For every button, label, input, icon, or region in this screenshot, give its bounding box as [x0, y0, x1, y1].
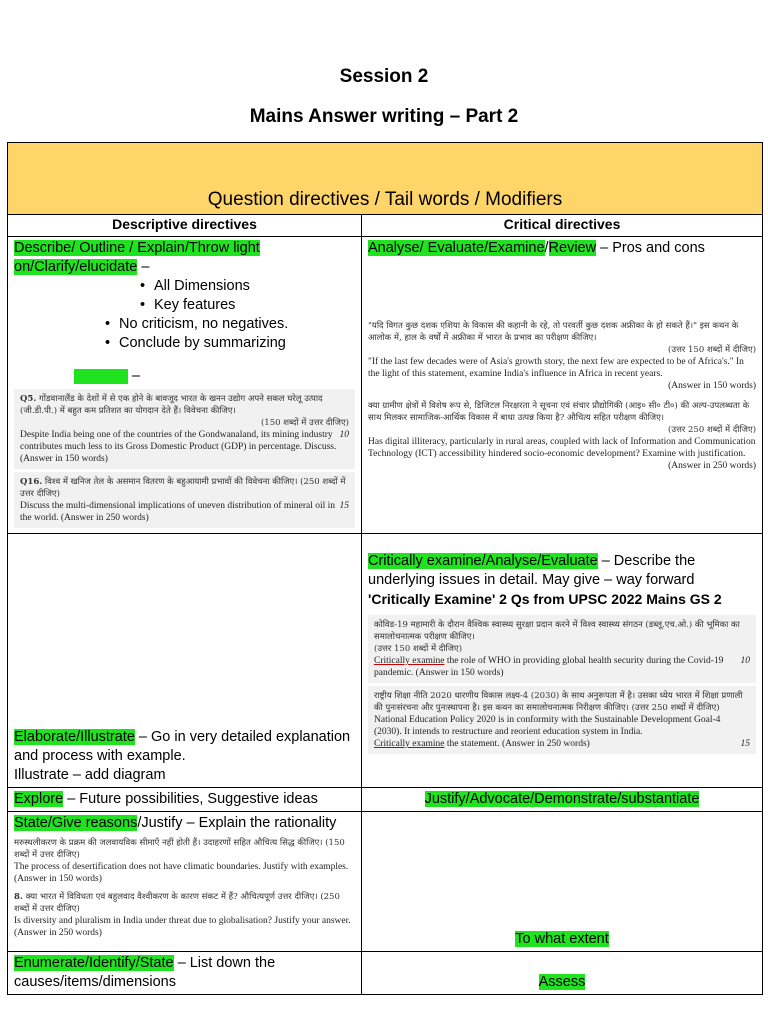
cq1-hindi-limit: (उत्तर 150 शब्दों में दीजिए)	[374, 644, 463, 654]
state-label: State/Give reasons	[14, 815, 138, 831]
question-asia-africa	[368, 320, 756, 392]
cell-describe	[8, 237, 362, 534]
qb-limit: (Answer in 250 words)	[668, 461, 757, 471]
cq1-english-a: Critically examine	[374, 656, 445, 666]
describe-suffix: –	[137, 259, 150, 275]
describe-inner-bullets	[14, 277, 355, 315]
review-label: Review	[548, 240, 597, 256]
qb-english: Has digital illiteracy, particularly in rural areas, coupled with lack of Information and Communication Technology (ICT) accessibility hindered socio-economic development? Examine with justification.	[368, 437, 756, 459]
bullet-item: • All Dimensions	[154, 277, 355, 296]
cq1-marks: 10	[740, 656, 751, 666]
enumerate-suffix: – List down the causes/items/dimensions	[14, 955, 276, 990]
cell-assess	[362, 952, 763, 995]
explore-label: Explore	[14, 791, 64, 807]
qa-limit: (Answer in 150 words)	[668, 381, 757, 391]
q16-number: Q16.	[20, 477, 43, 487]
critically-bold: 'Critically Examine' 2 Qs from UPSC 2022 Mains GS 2	[368, 591, 722, 607]
cell-to-what-extent	[362, 812, 763, 952]
critically-suffix: – Describe the underlying issues in detail. May give – way forward	[368, 553, 696, 588]
question-desertification	[14, 837, 355, 885]
bullet-item: • Conclude by summarizing	[119, 334, 355, 353]
header-descriptive: Descriptive directives	[8, 215, 362, 237]
header-critical: Critical directives	[362, 215, 763, 237]
qa-english: "If the last few decades were of Asia's growth story, the next few are expected to be of Africa's." In the light of this statement, examine India's influence in Africa in recent years.	[368, 357, 744, 379]
bullet-item: • No criticism, no negatives.	[119, 315, 355, 334]
sqb-number: 8.	[14, 892, 23, 902]
to-what-extent-label: To what extent	[515, 931, 609, 947]
q5-hindi-limit: (150 शब्दों में उत्तर दीजिए)	[260, 418, 349, 428]
question-q16	[14, 472, 355, 528]
page-subtitle: Mains Answer writing – Part 2	[249, 106, 519, 127]
cq2-marks: 15	[740, 739, 751, 749]
qa-hindi: "यदि विगत कुछ दशक एशिया के विकास की कहानी के रहे, तो परवर्ती कुछ दशक अफ्रीका के हो सकते हैं।" इस कथन के आलोक में, हाल के वर्षों में अफ्रीका में भारत के प्रभाव का परीक्षण कीजिए।	[368, 321, 739, 343]
banner-text: Question directives / Tail words / Modifiers	[207, 189, 563, 210]
q5-marks: 10	[339, 430, 349, 440]
cq1-english-b: the role of WHO in providing global health security during the Covid-19 pandemic. (Answer in 150 words)	[374, 656, 724, 678]
blank-highlight	[74, 369, 128, 384]
cell-enumerate	[8, 952, 362, 995]
question-nep	[368, 686, 756, 754]
question-digital-illiteracy	[368, 400, 756, 472]
sqa-english: The process of desertification does not have climatic boundaries. Justify with examples. (Answer in 150 words)	[14, 862, 349, 884]
question-q5	[14, 389, 355, 469]
elaborate-label: Elaborate/Illustrate	[14, 729, 135, 745]
cell-justify	[362, 788, 763, 812]
q16-hindi: विश्व में खनिज तेल के असमान वितरण के बहुआयामी प्रभावों की विवेचना कीजिए।	[44, 477, 298, 487]
cq1-hindi: कोविड-19 महामारी के दौरान वैश्विक स्वास्थ्य सुरक्षा प्रदान करने में विश्व स्वास्थ्य संगठन (डब्लू.एच.ओ.) की भूमिका का समालोचनात्मक परीक्षण कीजिए।	[374, 620, 740, 642]
analyse-suffix: – Pros and cons	[596, 240, 705, 256]
justify-label: Justify/Advocate/Demonstrate/substantiate	[424, 791, 700, 807]
q5-number: Q5.	[20, 394, 37, 404]
cq2-english: National Education Policy 2020 is in conformity with the Sustainable Development Goal-4 (2030). It intends to restructure and reorient education system in India.	[374, 715, 721, 737]
blank-dash: –	[132, 368, 141, 384]
cell-elaborate	[8, 534, 362, 788]
sqb-hindi: क्या भारत में विविधता एवं बहुलवाद वैश्वीकरण के कारण संकट में हैं? औचित्यपूर्ण उत्तर दीजिए। (250 शब्दों में उत्तर दीजिए)	[14, 892, 340, 914]
explore-suffix: – Future possibilities, Suggestive ideas	[63, 791, 318, 807]
cq2-english-b: the statement. (Answer in 250 words)	[444, 739, 590, 749]
banner-cell	[8, 143, 763, 215]
directives-table	[7, 142, 763, 995]
analyse-sep: /	[544, 240, 549, 256]
q5-english: Despite India being one of the countries of the Gondwanaland, its mining industry contributes much less to its Gross Domestic Product (GDP) in percentage. Discuss. (Answer in 150 words)	[20, 430, 337, 464]
question-diversity	[14, 891, 355, 939]
sqa-hindi: मरुस्थलीकरण के प्रक्रम की जलवायविक सीमाएँ नहीं होती हैं। उदाहरणों सहित औचित्य सिद्ध कीजिए। (150 शब्दों में उत्तर दीजिए)	[14, 838, 345, 860]
assess-label: Assess	[538, 974, 586, 990]
cell-critically	[362, 534, 763, 788]
qb-hindi: क्या ग्रामीण क्षेत्रों में विशेष रूप से, डिजिटल निरक्षरता ने सूचना एवं संचार प्रौद्योगिकी (आइ० सी० टी०) की अल्प-उपलब्धता के साथ मिलकर सामाजिक-आर्थिक विकास में बाधा उत्पन्न किया है? औचित्य सहित परीक्षण कीजिए।	[368, 401, 750, 423]
q16-english: Discuss the multi-dimensional implications of uneven distribution of mineral oil in the world. (Answer in 250 words)	[20, 501, 336, 523]
cell-analyse	[362, 237, 763, 534]
sqb-english: Is diversity and pluralism in India under threat due to globalisation? Justify your answer. (Answer in 250 words)	[14, 916, 351, 938]
cq2-hindi: राष्ट्रीय शिक्षा नीति 2020 धारणीय विकास लक्ष्य-4 (2030) के साथ अनुरूपता में है। उसका ध्येय भारत में शिक्षा प्रणाली की पुनःसंरचना और पुनःस्थापना है। इस कथन का समालोचनात्मक निरीक्षण कीजिए। (उत्तर 250 शब्दों में दीजिए)	[374, 691, 743, 713]
elaborate-line2: Illustrate – add diagram	[14, 767, 166, 783]
q16-marks: 15	[339, 501, 349, 511]
cell-state	[8, 812, 362, 952]
elaborate-suffix: – Go in very detailed explanation and process with example.	[14, 729, 351, 764]
critically-label: Critically examine/Analyse/Evaluate	[368, 553, 598, 569]
describe-outer-bullets	[14, 315, 355, 353]
analyse-label: Analyse/ Evaluate/Examine	[368, 240, 545, 256]
bullet-item: • Key features	[154, 296, 355, 315]
q5-hindi: गोंडवानालैंड के देशों में से एक होने के बावजूद भारत के खनन उद्योग अपने सकल घरेलू उत्पाद (जी.डी.पी.) में बहुत कम प्रतिशत का योगदान देते हैं। विवेचना कीजिए।	[20, 394, 323, 416]
q16-hindi-limit: (250 शब्दों में उत्तर दीजिए)	[20, 477, 346, 499]
cq2-english-a: Critically examine	[374, 739, 445, 749]
state-suffix: /Justify – Explain the rationality	[137, 815, 337, 831]
cell-explore	[8, 788, 362, 812]
question-who	[368, 615, 756, 683]
describe-label: Describe/ Outline / Explain/Throw light on/Clarify/elucidate	[14, 240, 260, 275]
page-title: Session 2	[339, 66, 429, 87]
qb-hindi-limit: (उत्तर 250 शब्दों में दीजिए)	[668, 425, 757, 435]
enumerate-label: Enumerate/Identify/State	[14, 955, 174, 971]
qa-hindi-limit: (उत्तर 150 शब्दों में दीजिए)	[668, 345, 757, 355]
